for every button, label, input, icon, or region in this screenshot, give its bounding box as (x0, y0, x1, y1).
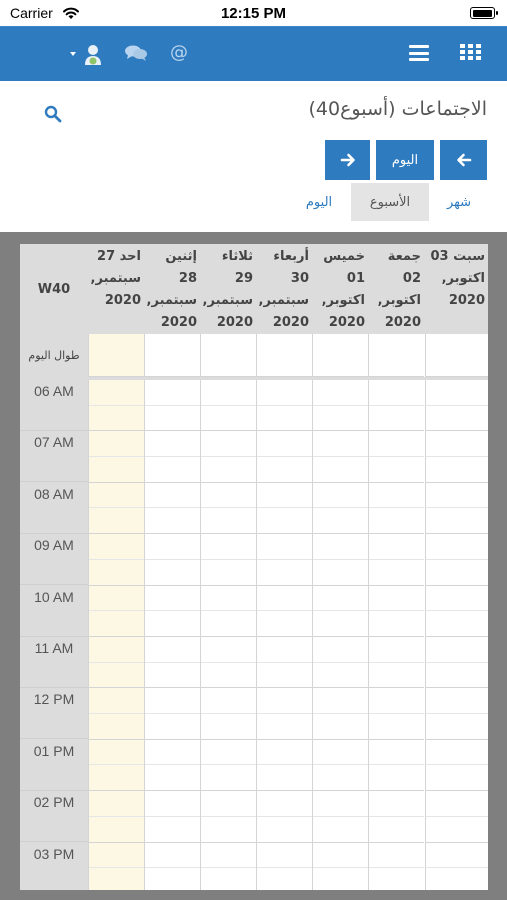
time-slot[interactable] (89, 791, 144, 817)
time-slot[interactable] (145, 509, 200, 535)
time-slot[interactable] (89, 637, 144, 663)
time-slot[interactable] (201, 791, 256, 817)
time-slot[interactable] (145, 560, 200, 586)
time-slot[interactable] (257, 714, 312, 740)
time-slot[interactable] (369, 817, 424, 843)
time-slot[interactable] (313, 509, 368, 535)
time-slot[interactable] (369, 663, 424, 689)
time-slot[interactable] (89, 457, 144, 483)
time-slot[interactable] (145, 457, 200, 483)
time-slot[interactable] (426, 740, 488, 766)
at-icon[interactable]: @ (170, 42, 188, 63)
day-column-2 (144, 380, 200, 890)
time-slot[interactable] (89, 766, 144, 792)
time-slot[interactable] (201, 868, 256, 890)
time-label: 10 AM (20, 586, 88, 637)
time-slot[interactable] (201, 843, 256, 869)
page-title: الاجتماعات (أسبوع40) (308, 98, 487, 120)
time-slot[interactable] (257, 586, 312, 612)
time-slot[interactable] (369, 791, 424, 817)
time-slot[interactable] (89, 611, 144, 637)
time-slot[interactable] (89, 560, 144, 586)
time-slot[interactable] (426, 791, 488, 817)
day-column-3 (200, 380, 256, 890)
time-slot[interactable] (257, 637, 312, 663)
day-column-1 (88, 380, 144, 890)
time-slot[interactable] (257, 509, 312, 535)
time-slot[interactable] (369, 483, 424, 509)
time-slot[interactable] (313, 457, 368, 483)
time-slot[interactable] (313, 714, 368, 740)
time-slot[interactable] (313, 431, 368, 457)
arrow-left-icon (456, 152, 472, 168)
time-slot[interactable] (89, 688, 144, 714)
search-icon[interactable] (44, 105, 62, 123)
time-slot[interactable] (369, 688, 424, 714)
grid-icon[interactable] (460, 44, 481, 62)
day-column-7 (425, 380, 488, 890)
time-slot[interactable] (426, 868, 488, 890)
time-slot[interactable] (201, 817, 256, 843)
time-slot[interactable] (313, 483, 368, 509)
time-label: 03 PM (20, 843, 88, 890)
time-label: 08 AM (20, 483, 88, 534)
time-slot[interactable] (257, 766, 312, 792)
time-slot[interactable] (145, 611, 200, 637)
time-column (20, 380, 88, 890)
status-bar (0, 0, 507, 26)
time-slot[interactable] (145, 843, 200, 869)
time-slot[interactable] (257, 560, 312, 586)
time-slot[interactable] (145, 663, 200, 689)
time-slot[interactable] (426, 586, 488, 612)
time-slot[interactable] (426, 843, 488, 869)
time-slot[interactable] (145, 406, 200, 432)
time-label: 06 AM (20, 380, 88, 431)
calendar-header (0, 81, 507, 232)
week-number: W40 (37, 281, 71, 297)
time-slot[interactable] (369, 431, 424, 457)
time-slot[interactable] (145, 766, 200, 792)
time-slot[interactable] (257, 688, 312, 714)
time-slot[interactable] (89, 817, 144, 843)
time-slot[interactable] (369, 868, 424, 890)
time-slot[interactable] (369, 586, 424, 612)
all-day-cell[interactable] (256, 334, 312, 377)
time-label: 01 PM (20, 740, 88, 791)
time-slot[interactable] (89, 843, 144, 869)
time-slot[interactable] (89, 431, 144, 457)
time-slot[interactable] (426, 406, 488, 432)
time-slot[interactable] (89, 406, 144, 432)
tab-month[interactable]: شهر (446, 194, 472, 210)
time-slot[interactable] (426, 560, 488, 586)
time-slot[interactable] (201, 766, 256, 792)
time-slot[interactable] (426, 663, 488, 689)
time-slot[interactable] (201, 663, 256, 689)
time-slot[interactable] (426, 611, 488, 637)
time-slot[interactable] (201, 534, 256, 560)
time-slot[interactable] (313, 560, 368, 586)
menu-icon[interactable] (409, 45, 429, 61)
time-slot[interactable] (89, 380, 144, 406)
time-slot[interactable] (313, 663, 368, 689)
day-header-1[interactable]: احد 27 سبتمبر, 2020 (90, 249, 141, 308)
time-slot[interactable] (201, 560, 256, 586)
time-label: 09 AM (20, 534, 88, 585)
time-slot[interactable] (369, 714, 424, 740)
time-slot[interactable] (89, 868, 144, 890)
time-slot[interactable] (369, 843, 424, 869)
time-slot[interactable] (257, 868, 312, 890)
time-slot[interactable] (89, 483, 144, 509)
time-slot[interactable] (426, 509, 488, 535)
time-slot[interactable] (426, 714, 488, 740)
time-slot[interactable] (145, 817, 200, 843)
time-slot[interactable] (369, 509, 424, 535)
time-slot[interactable] (369, 380, 424, 406)
time-slot[interactable] (257, 663, 312, 689)
time-slot[interactable] (257, 817, 312, 843)
day-header-4[interactable]: أربعاء 30 سبتمبر, 2020 (258, 249, 309, 330)
arrow-right-icon (340, 152, 356, 168)
all-day-cell[interactable] (312, 334, 368, 377)
all-day-cell[interactable] (144, 334, 200, 377)
time-slot[interactable] (369, 740, 424, 766)
time-slot[interactable] (426, 766, 488, 792)
all-day-cell[interactable] (368, 334, 424, 377)
time-slot[interactable] (257, 457, 312, 483)
next-week-button[interactable] (325, 140, 370, 180)
time-slot[interactable] (313, 637, 368, 663)
day-column-4 (256, 380, 312, 890)
day-header-6[interactable]: جمعة 02 اكتوبر, 2020 (377, 249, 421, 330)
battery-icon (470, 7, 495, 19)
time-slot[interactable] (201, 457, 256, 483)
time-slot[interactable] (257, 483, 312, 509)
time-slot[interactable] (426, 483, 488, 509)
time-slot[interactable] (89, 740, 144, 766)
all-day-cell[interactable] (200, 334, 256, 377)
time-slot[interactable] (369, 766, 424, 792)
carrier-label: Carrier (10, 5, 53, 21)
time-slot[interactable] (89, 714, 144, 740)
time-slot[interactable] (426, 688, 488, 714)
time-slot[interactable] (313, 380, 368, 406)
time-slot[interactable] (201, 406, 256, 432)
day-column-5 (312, 380, 368, 890)
all-day-cell[interactable] (88, 334, 144, 377)
time-slot[interactable] (201, 586, 256, 612)
time-slot[interactable] (257, 380, 312, 406)
today-button[interactable]: اليوم (376, 140, 434, 180)
time-label: 11 AM (20, 637, 88, 688)
time-slot[interactable] (257, 406, 312, 432)
time-slot[interactable] (145, 534, 200, 560)
time-slot[interactable] (313, 688, 368, 714)
time-slot[interactable] (313, 534, 368, 560)
time-slot[interactable] (145, 431, 200, 457)
time-slot[interactable] (145, 586, 200, 612)
all-day-label: طوال اليوم (20, 334, 88, 377)
time-slot[interactable] (145, 714, 200, 740)
time-label: 02 PM (20, 791, 88, 842)
time-slot[interactable] (257, 791, 312, 817)
time-slot[interactable] (145, 380, 200, 406)
time-slot[interactable] (313, 766, 368, 792)
day-column-6 (368, 380, 424, 890)
time-slot[interactable] (426, 380, 488, 406)
time-slot[interactable] (257, 740, 312, 766)
time-slot[interactable] (313, 868, 368, 890)
time-slot[interactable] (257, 611, 312, 637)
time-slot[interactable] (201, 509, 256, 535)
time-slot[interactable] (369, 406, 424, 432)
user-icon[interactable] (70, 43, 104, 67)
time-slot[interactable] (369, 560, 424, 586)
time-slot[interactable] (145, 483, 200, 509)
clock: 12:15 PM (220, 5, 287, 22)
time-slot[interactable] (89, 586, 144, 612)
time-slot[interactable] (201, 714, 256, 740)
time-slot[interactable] (369, 637, 424, 663)
time-slot[interactable] (426, 431, 488, 457)
time-slot[interactable] (89, 534, 144, 560)
time-slot[interactable] (369, 457, 424, 483)
chat-icon[interactable] (125, 44, 147, 62)
time-slot[interactable] (145, 637, 200, 663)
time-slot[interactable] (313, 740, 368, 766)
time-slot[interactable] (313, 791, 368, 817)
tab-week[interactable]: الأسبوع (351, 183, 429, 221)
time-slot[interactable] (313, 843, 368, 869)
time-slot[interactable] (201, 483, 256, 509)
day-header-5[interactable]: خميس 01 اكتوبر, 2020 (321, 249, 365, 330)
time-slot[interactable] (257, 843, 312, 869)
time-label: 07 AM (20, 431, 88, 482)
day-header-2[interactable]: إثنين 28 سبتمبر, 2020 (146, 249, 197, 330)
time-slot[interactable] (89, 509, 144, 535)
time-slot[interactable] (426, 457, 488, 483)
time-slot[interactable] (201, 611, 256, 637)
time-slot[interactable] (369, 611, 424, 637)
time-slot[interactable] (145, 740, 200, 766)
day-header-3[interactable]: ثلاثاء 29 سبتمبر, 2020 (202, 249, 253, 330)
time-slot[interactable] (201, 637, 256, 663)
time-slot[interactable] (145, 791, 200, 817)
time-slot[interactable] (145, 868, 200, 890)
time-slot[interactable] (426, 534, 488, 560)
time-slot[interactable] (257, 431, 312, 457)
top-nav (0, 26, 507, 81)
time-slot[interactable] (426, 637, 488, 663)
time-slot[interactable] (201, 688, 256, 714)
previous-week-button[interactable] (440, 140, 487, 180)
time-slot[interactable] (313, 406, 368, 432)
time-slot[interactable] (201, 380, 256, 406)
week-calendar (20, 244, 488, 890)
time-slot[interactable] (145, 688, 200, 714)
day-header-7[interactable]: سبت 03 اكتوبر, 2020 (430, 249, 485, 308)
time-slot[interactable] (426, 817, 488, 843)
time-label: 12 PM (20, 688, 88, 739)
time-slot[interactable] (369, 534, 424, 560)
time-slot[interactable] (313, 586, 368, 612)
time-slot[interactable] (201, 740, 256, 766)
time-slot[interactable] (89, 663, 144, 689)
all-day-cell[interactable] (425, 334, 488, 377)
time-slot[interactable] (201, 431, 256, 457)
tab-day[interactable]: اليوم (305, 194, 333, 210)
time-slot[interactable] (313, 817, 368, 843)
time-slot[interactable] (257, 534, 312, 560)
time-slot[interactable] (313, 611, 368, 637)
